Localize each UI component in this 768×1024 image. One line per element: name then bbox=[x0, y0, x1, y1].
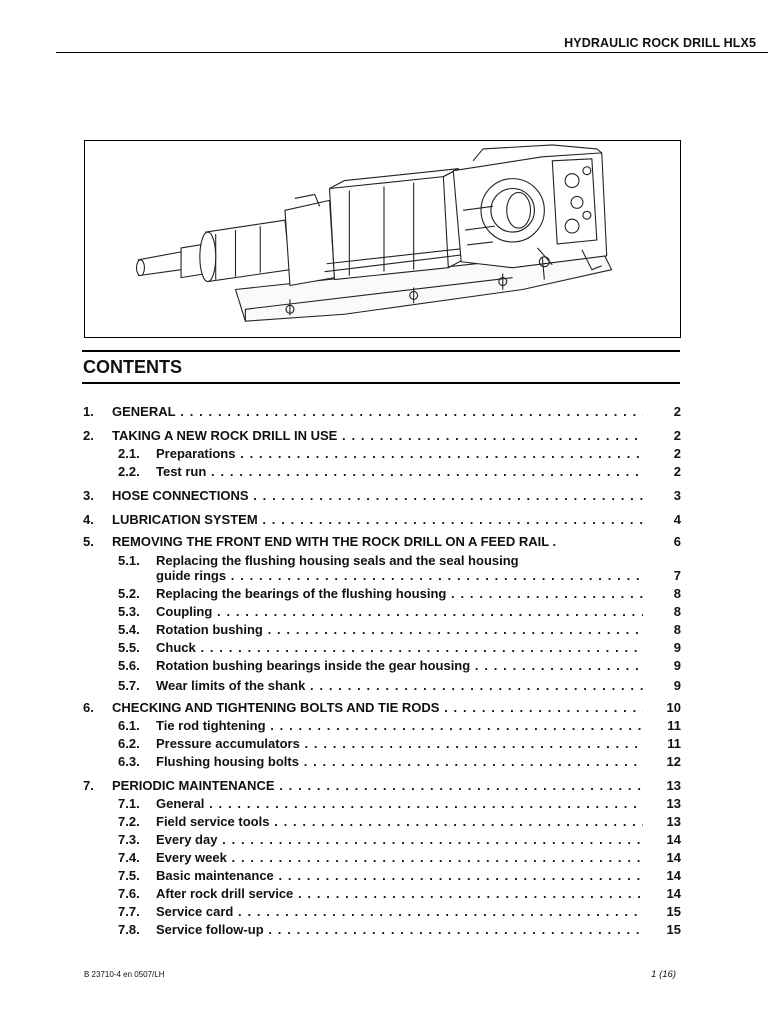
toc-entry-number: 6.3. bbox=[118, 754, 140, 769]
toc-entry[interactable] bbox=[83, 700, 681, 718]
toc-entry-label: REMOVING THE FRONT END WITH THE ROCK DRILL ON A FEED RAIL . bbox=[112, 534, 557, 549]
toc-entry-label: Flushing housing bolts . . . bbox=[156, 754, 643, 769]
contents-top-rule bbox=[82, 350, 680, 352]
toc-entry-label: Service follow-up . . . bbox=[156, 922, 643, 937]
toc-entry-label: Basic maintenance . . . bbox=[156, 868, 643, 883]
toc-entry-page: 2 bbox=[673, 404, 681, 419]
toc-entry[interactable] bbox=[83, 832, 681, 850]
toc-entry[interactable] bbox=[83, 904, 681, 922]
toc-entry-page: 15 bbox=[666, 922, 681, 937]
toc-entry-number: 2.1. bbox=[118, 446, 140, 461]
rock-drill-illustration bbox=[84, 140, 681, 338]
toc-entry-number: 5.7. bbox=[118, 678, 140, 693]
toc-entry[interactable] bbox=[83, 428, 681, 446]
toc-entry-label: Wear limits of the shank . . . bbox=[156, 678, 643, 693]
toc-entry-number: 7.2. bbox=[118, 814, 140, 829]
toc-entry-number: 6. bbox=[83, 700, 94, 715]
toc-entry-number: 2.2. bbox=[118, 464, 140, 479]
contents-bottom-rule bbox=[82, 382, 680, 384]
toc-entry-number: 5.6. bbox=[118, 658, 140, 673]
toc-entry-label: guide rings . . . bbox=[156, 568, 643, 583]
toc-entry-label: After rock drill service . . . bbox=[156, 886, 643, 901]
toc-entry-number: 2. bbox=[83, 428, 94, 443]
toc-entry-page: 9 bbox=[673, 658, 681, 673]
toc-entry-number: 5.5. bbox=[118, 640, 140, 655]
toc-entry-number: 6.2. bbox=[118, 736, 140, 751]
toc-entry[interactable] bbox=[83, 512, 681, 530]
toc-entry-label: Test run . . . bbox=[156, 464, 643, 479]
toc-entry-label: CHECKING AND TIGHTENING BOLTS AND TIE RODS . . . bbox=[112, 700, 643, 715]
toc-entry-number: 7.7. bbox=[118, 904, 140, 919]
toc-entry[interactable] bbox=[83, 886, 681, 904]
toc-entry-number: 5.1. bbox=[118, 553, 140, 568]
toc-entry-page: 8 bbox=[673, 604, 681, 619]
toc-entry-page: 2 bbox=[673, 464, 681, 479]
toc-entry-label: TAKING A NEW ROCK DRILL IN USE . . . bbox=[112, 428, 643, 443]
toc-entry[interactable] bbox=[83, 464, 681, 482]
toc-entry-number: 7.1. bbox=[118, 796, 140, 811]
toc-entry[interactable] bbox=[83, 534, 681, 552]
toc-entry-page: 2 bbox=[673, 428, 681, 443]
toc-entry-label: Field service tools . . . bbox=[156, 814, 643, 829]
toc-entry-page: 2 bbox=[673, 446, 681, 461]
toc-entry[interactable] bbox=[83, 622, 681, 640]
toc-entry-label: PERIODIC MAINTENANCE . . . bbox=[112, 778, 643, 793]
toc-entry-label: Rotation bushing bearings inside the gear housing . . . bbox=[156, 658, 643, 673]
toc-entry-number: 5.4. bbox=[118, 622, 140, 637]
toc-entry[interactable] bbox=[83, 658, 681, 676]
toc-entry[interactable] bbox=[83, 446, 681, 464]
toc-entry-label: Preparations . . . bbox=[156, 446, 643, 461]
toc-entry-number: 7. bbox=[83, 778, 94, 793]
toc-entry[interactable] bbox=[83, 604, 681, 622]
toc-entry-label: Rotation bushing . . . bbox=[156, 622, 643, 637]
toc-entry-page: 13 bbox=[666, 814, 681, 829]
toc-entry[interactable] bbox=[83, 586, 681, 604]
toc-entry-page: 4 bbox=[673, 512, 681, 527]
toc-entry-page: 8 bbox=[673, 586, 681, 601]
toc-entry-page: 14 bbox=[666, 868, 681, 883]
toc-entry[interactable] bbox=[83, 568, 681, 586]
toc-entry-number: 7.3. bbox=[118, 832, 140, 847]
toc-entry-page: 14 bbox=[666, 850, 681, 865]
contents-heading: CONTENTS bbox=[83, 357, 182, 377]
toc-entry-page: 8 bbox=[673, 622, 681, 637]
toc-entry-number: 5.2. bbox=[118, 586, 140, 601]
toc-entry-page: 13 bbox=[666, 778, 681, 793]
toc-entry-number: 5.3. bbox=[118, 604, 140, 619]
toc-entry-page: 15 bbox=[666, 904, 681, 919]
toc-entry-number: 4. bbox=[83, 512, 94, 527]
toc-entry-label: General . . . bbox=[156, 796, 643, 811]
toc-entry-number: 7.4. bbox=[118, 850, 140, 865]
toc-entry-label: Replacing the flushing housing seals and the seal housing bbox=[156, 553, 519, 568]
toc-entry-label: Every day . . . bbox=[156, 832, 643, 847]
toc-entry-number: 6.1. bbox=[118, 718, 140, 733]
toc-entry[interactable] bbox=[83, 922, 681, 940]
toc-entry-page: 10 bbox=[666, 700, 681, 715]
toc-entry-label: Every week . . . bbox=[156, 850, 643, 865]
toc-entry-label: GENERAL . . . bbox=[112, 404, 643, 419]
toc-entry-number: 3. bbox=[83, 488, 94, 503]
toc-entry[interactable] bbox=[83, 796, 681, 814]
toc-entry[interactable] bbox=[83, 640, 681, 658]
toc-entry-page: 13 bbox=[666, 796, 681, 811]
toc-entry-number: 7.8. bbox=[118, 922, 140, 937]
toc-entry-number: 7.6. bbox=[118, 886, 140, 901]
toc-entry-page: 14 bbox=[666, 832, 681, 847]
toc-entry[interactable] bbox=[83, 718, 681, 736]
toc-entry-page: 7 bbox=[673, 568, 681, 583]
toc-entry-label: HOSE CONNECTIONS . . . bbox=[112, 488, 643, 503]
toc-entry[interactable] bbox=[83, 678, 681, 696]
toc-entry-page: 11 bbox=[667, 718, 681, 733]
toc-entry[interactable] bbox=[83, 814, 681, 832]
toc-entry-label: Coupling . . . bbox=[156, 604, 643, 619]
toc-entry-page: 9 bbox=[673, 678, 681, 693]
toc-entry-number: 7.5. bbox=[118, 868, 140, 883]
document-header-title: HYDRAULIC ROCK DRILL HLX5 bbox=[564, 36, 756, 50]
header-rule bbox=[56, 52, 768, 53]
toc-entry-page: 12 bbox=[666, 754, 681, 769]
toc-entry-page: 14 bbox=[666, 886, 681, 901]
toc-entry-label: LUBRICATION SYSTEM . . . bbox=[112, 512, 643, 527]
toc-entry-page: 6 bbox=[673, 534, 681, 549]
toc-entry[interactable] bbox=[83, 754, 681, 772]
toc-entry-number: 5. bbox=[83, 534, 94, 549]
toc-entry-page: 9 bbox=[673, 640, 681, 655]
toc-entry-label: Pressure accumulators . . . bbox=[156, 736, 643, 751]
toc-entry-number: 1. bbox=[83, 404, 94, 419]
toc-entry-page: 3 bbox=[673, 488, 681, 503]
document-code: B 23710-4 en 0507/LH bbox=[84, 970, 165, 979]
toc-entry-label: Tie rod tightening . . . bbox=[156, 718, 643, 733]
toc-entry-label: Chuck . . . bbox=[156, 640, 643, 655]
toc-entry[interactable] bbox=[83, 778, 681, 796]
toc-entry[interactable] bbox=[83, 488, 681, 506]
toc-entry[interactable] bbox=[83, 850, 681, 868]
toc-entry[interactable] bbox=[83, 868, 681, 886]
toc-entry[interactable] bbox=[83, 736, 681, 754]
toc-entry-page: 11 bbox=[667, 736, 681, 751]
page-number: 1 (16) bbox=[651, 969, 676, 980]
toc-entry-label: Replacing the bearings of the flushing housing . . . bbox=[156, 586, 643, 601]
toc-entry-label: Service card . . . bbox=[156, 904, 643, 919]
toc-entry[interactable] bbox=[83, 404, 681, 422]
